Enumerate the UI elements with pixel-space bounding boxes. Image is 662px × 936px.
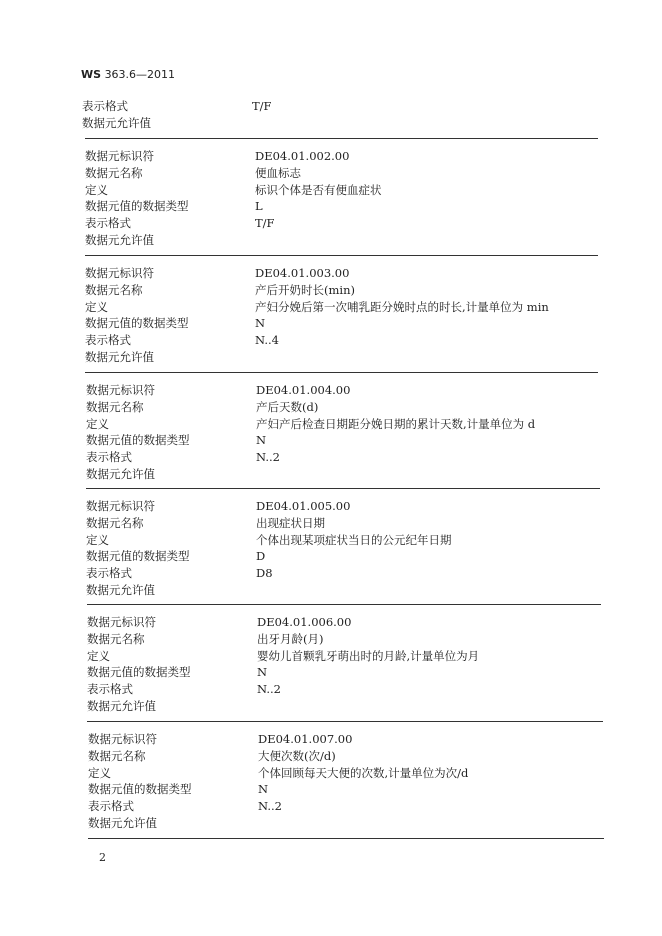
field-label: 表示格式 [82,99,128,113]
section-divider [87,604,601,605]
field-label: 定义 [88,765,111,780]
section-divider [85,255,598,256]
field-label: 数据元值的数据类型 [86,433,190,448]
field-value: D [256,549,266,564]
field-value: N..4 [255,333,279,348]
field-label: 表示格式 [88,799,134,814]
field-value: 出牙月龄(月) [257,631,324,646]
field-value: N [257,665,268,680]
field-label: 数据元允许值 [82,115,151,130]
field-label: 数据元名称 [87,631,145,646]
section-divider [86,488,600,489]
field-label: 定义 [86,416,109,431]
field-value: DE04.01.004.00 [256,383,351,397]
field-label: 数据元标识符 [85,149,154,163]
field-value: N [258,782,269,797]
section-divider [87,721,603,722]
field-label: 数据元允许值 [85,350,154,364]
field-label: 数据元标识符 [86,499,155,513]
field-label: 表示格式 [86,566,132,581]
field-label: 数据元允许值 [86,583,155,597]
field-value: N [256,433,267,448]
field-value: N..2 [257,682,281,697]
field-label: 定义 [85,299,108,314]
field-value: 出现症状日期 [256,515,325,530]
field-label: 数据元允许值 [87,699,156,713]
field-label: 数据元值的数据类型 [85,316,189,331]
field-value: 产妇分娩后第一次哺乳距分娩时点的时长,计量单位为 min [255,299,549,314]
field-value: DE04.01.006.00 [257,615,352,629]
field-label: 表示格式 [85,216,131,231]
field-label: 数据元值的数据类型 [86,549,190,564]
field-value: 大便次数(次/d) [258,748,336,763]
field-value: 婴幼儿首颗乳牙萌出时的月龄,计量单位为月 [257,648,480,663]
field-value: 标识个体是否有便血症状 [255,182,382,197]
field-label: 数据元允许值 [86,467,155,481]
field-label: 数据元名称 [85,282,143,297]
field-label: 数据元允许值 [85,233,154,247]
standard-number: 363.6—2011 [104,68,176,81]
field-value: DE04.01.002.00 [255,149,350,163]
field-label: 定义 [86,532,109,547]
field-label: 表示格式 [85,333,131,348]
field-value: 产后天数(d) [256,399,319,414]
field-value: 产妇产后检查日期距分娩日期的累计天数,计量单位为 d [256,416,536,431]
field-label: 表示格式 [87,682,133,697]
field-label: 定义 [85,182,108,197]
field-label: 数据元值的数据类型 [87,665,191,680]
field-value: N..2 [258,799,282,814]
field-value: T/F [252,99,272,113]
field-value: T/F [255,216,275,231]
field-value: 便血标志 [255,165,301,180]
field-value: DE04.01.005.00 [256,499,351,513]
section-divider [88,838,604,839]
field-value: DE04.01.003.00 [255,266,350,280]
field-label: 定义 [87,648,110,663]
field-label: 表示格式 [86,450,132,465]
field-label: 数据元名称 [86,399,144,414]
field-value: 个体回顾每天大便的次数,计量单位为次/d [258,765,469,780]
field-label: 数据元允许值 [88,816,157,830]
standard-header [81,68,175,81]
field-label: 数据元名称 [88,748,146,763]
field-value: 产后开奶时长(min) [255,282,355,297]
field-value: 个体出现某项症状当日的公元纪年日期 [256,532,452,547]
field-label: 数据元标识符 [88,732,157,746]
field-value: D8 [256,566,273,581]
field-label: 数据元标识符 [86,383,155,397]
field-label: 数据元名称 [86,515,144,530]
field-value: N [255,316,266,331]
field-value: L [255,199,263,214]
page-number: 2 [99,851,106,864]
field-value: DE04.01.007.00 [258,732,353,746]
field-label: 数据元标识符 [85,266,154,280]
field-value: N..2 [256,450,280,465]
field-label: 数据元名称 [85,165,143,180]
field-label: 数据元值的数据类型 [85,199,189,214]
standard-code: WS [81,68,102,81]
field-label: 数据元标识符 [87,615,156,629]
section-divider [85,372,598,373]
field-label: 数据元值的数据类型 [88,782,192,797]
section-divider [85,138,598,139]
